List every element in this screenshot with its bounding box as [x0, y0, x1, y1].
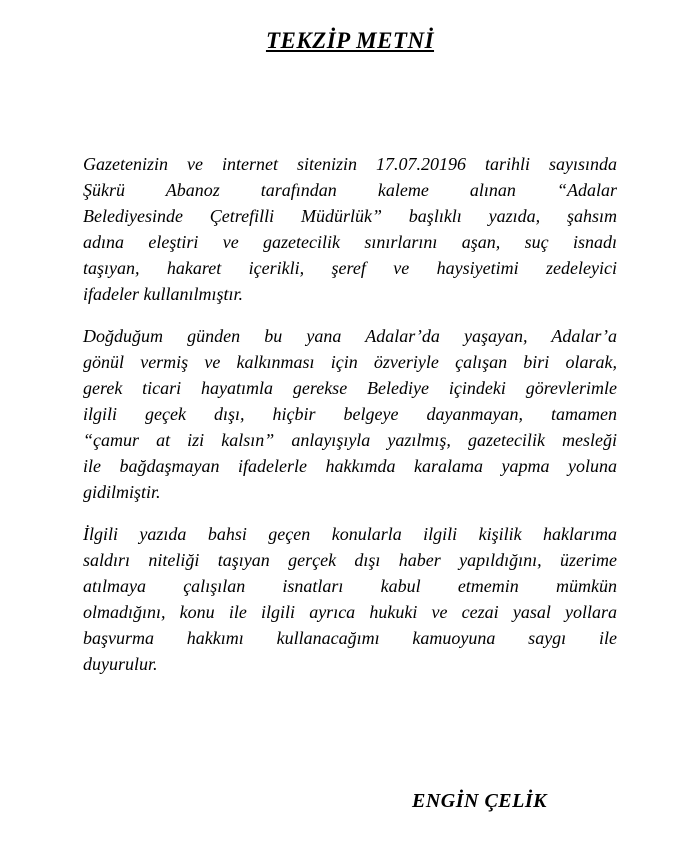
text-line: Doğduğum günden bu yana Adalar’da yaşayan, Adalar’a: [83, 326, 617, 346]
text-line: Şükrü Abanoz tarafından kaleme alınan “Adalar: [83, 180, 617, 200]
text-line: duyurulur.: [83, 654, 158, 674]
text-line: gönül vermiş ve kalkınması için özveriyle çalışan biri olarak,: [83, 352, 617, 372]
text-line: Belediyesinde Çetrefilli Müdürlük” başlıklı yazıda, şahsım: [83, 206, 617, 226]
text-line: ilgili geçek dışı, hiçbir belgeye dayanmayan, tamamen: [83, 404, 617, 424]
text-line: “çamur at izi kalsın” anlayışıyla yazılmış, gazetecilik mesleği: [83, 430, 617, 450]
text-line: gerek ticari hayatımla gerekse Belediye içindeki görevlerimle: [83, 378, 617, 398]
text-line: adına eleştiri ve gazetecilik sınırlarını aşan, suç isnadı: [83, 232, 617, 252]
document-title: TEKZİP METNİ: [265, 28, 435, 53]
text-line: ifadeler kullanılmıştır.: [83, 284, 243, 304]
paragraph: [83, 521, 617, 677]
text-line: gidilmiştir.: [83, 482, 161, 502]
signature: ENGİN ÇELİK: [412, 790, 547, 812]
text-line: ile bağdaşmayan ifadelerle hakkımda karalama yapma yoluna: [83, 456, 617, 476]
text-line: atılmaya çalışılan isnatları kabul etmemin mümkün: [83, 576, 617, 596]
text-line: Gazetenizin ve internet sitenizin 17.07.20196 tarihli sayısında: [83, 154, 617, 174]
text-line: olmadığını, konu ile ilgili ayrıca hukuki ve cezai yasal yollara: [83, 602, 617, 622]
text-line: başvurma hakkımı kullanacağımı kamuoyuna saygı ile: [83, 628, 617, 648]
text-line: taşıyan, hakaret içerikli, şeref ve haysiyetimi zedeleyici: [83, 258, 617, 278]
paragraph: [83, 323, 617, 505]
document-body: [83, 151, 617, 693]
text-line: saldırı niteliği taşıyan gerçek dışı haber yapıldığını, üzerime: [83, 550, 617, 570]
paragraph: [83, 151, 617, 307]
text-line: İlgili yazıda bahsi geçen konularla ilgili kişilik haklarıma: [83, 524, 617, 544]
